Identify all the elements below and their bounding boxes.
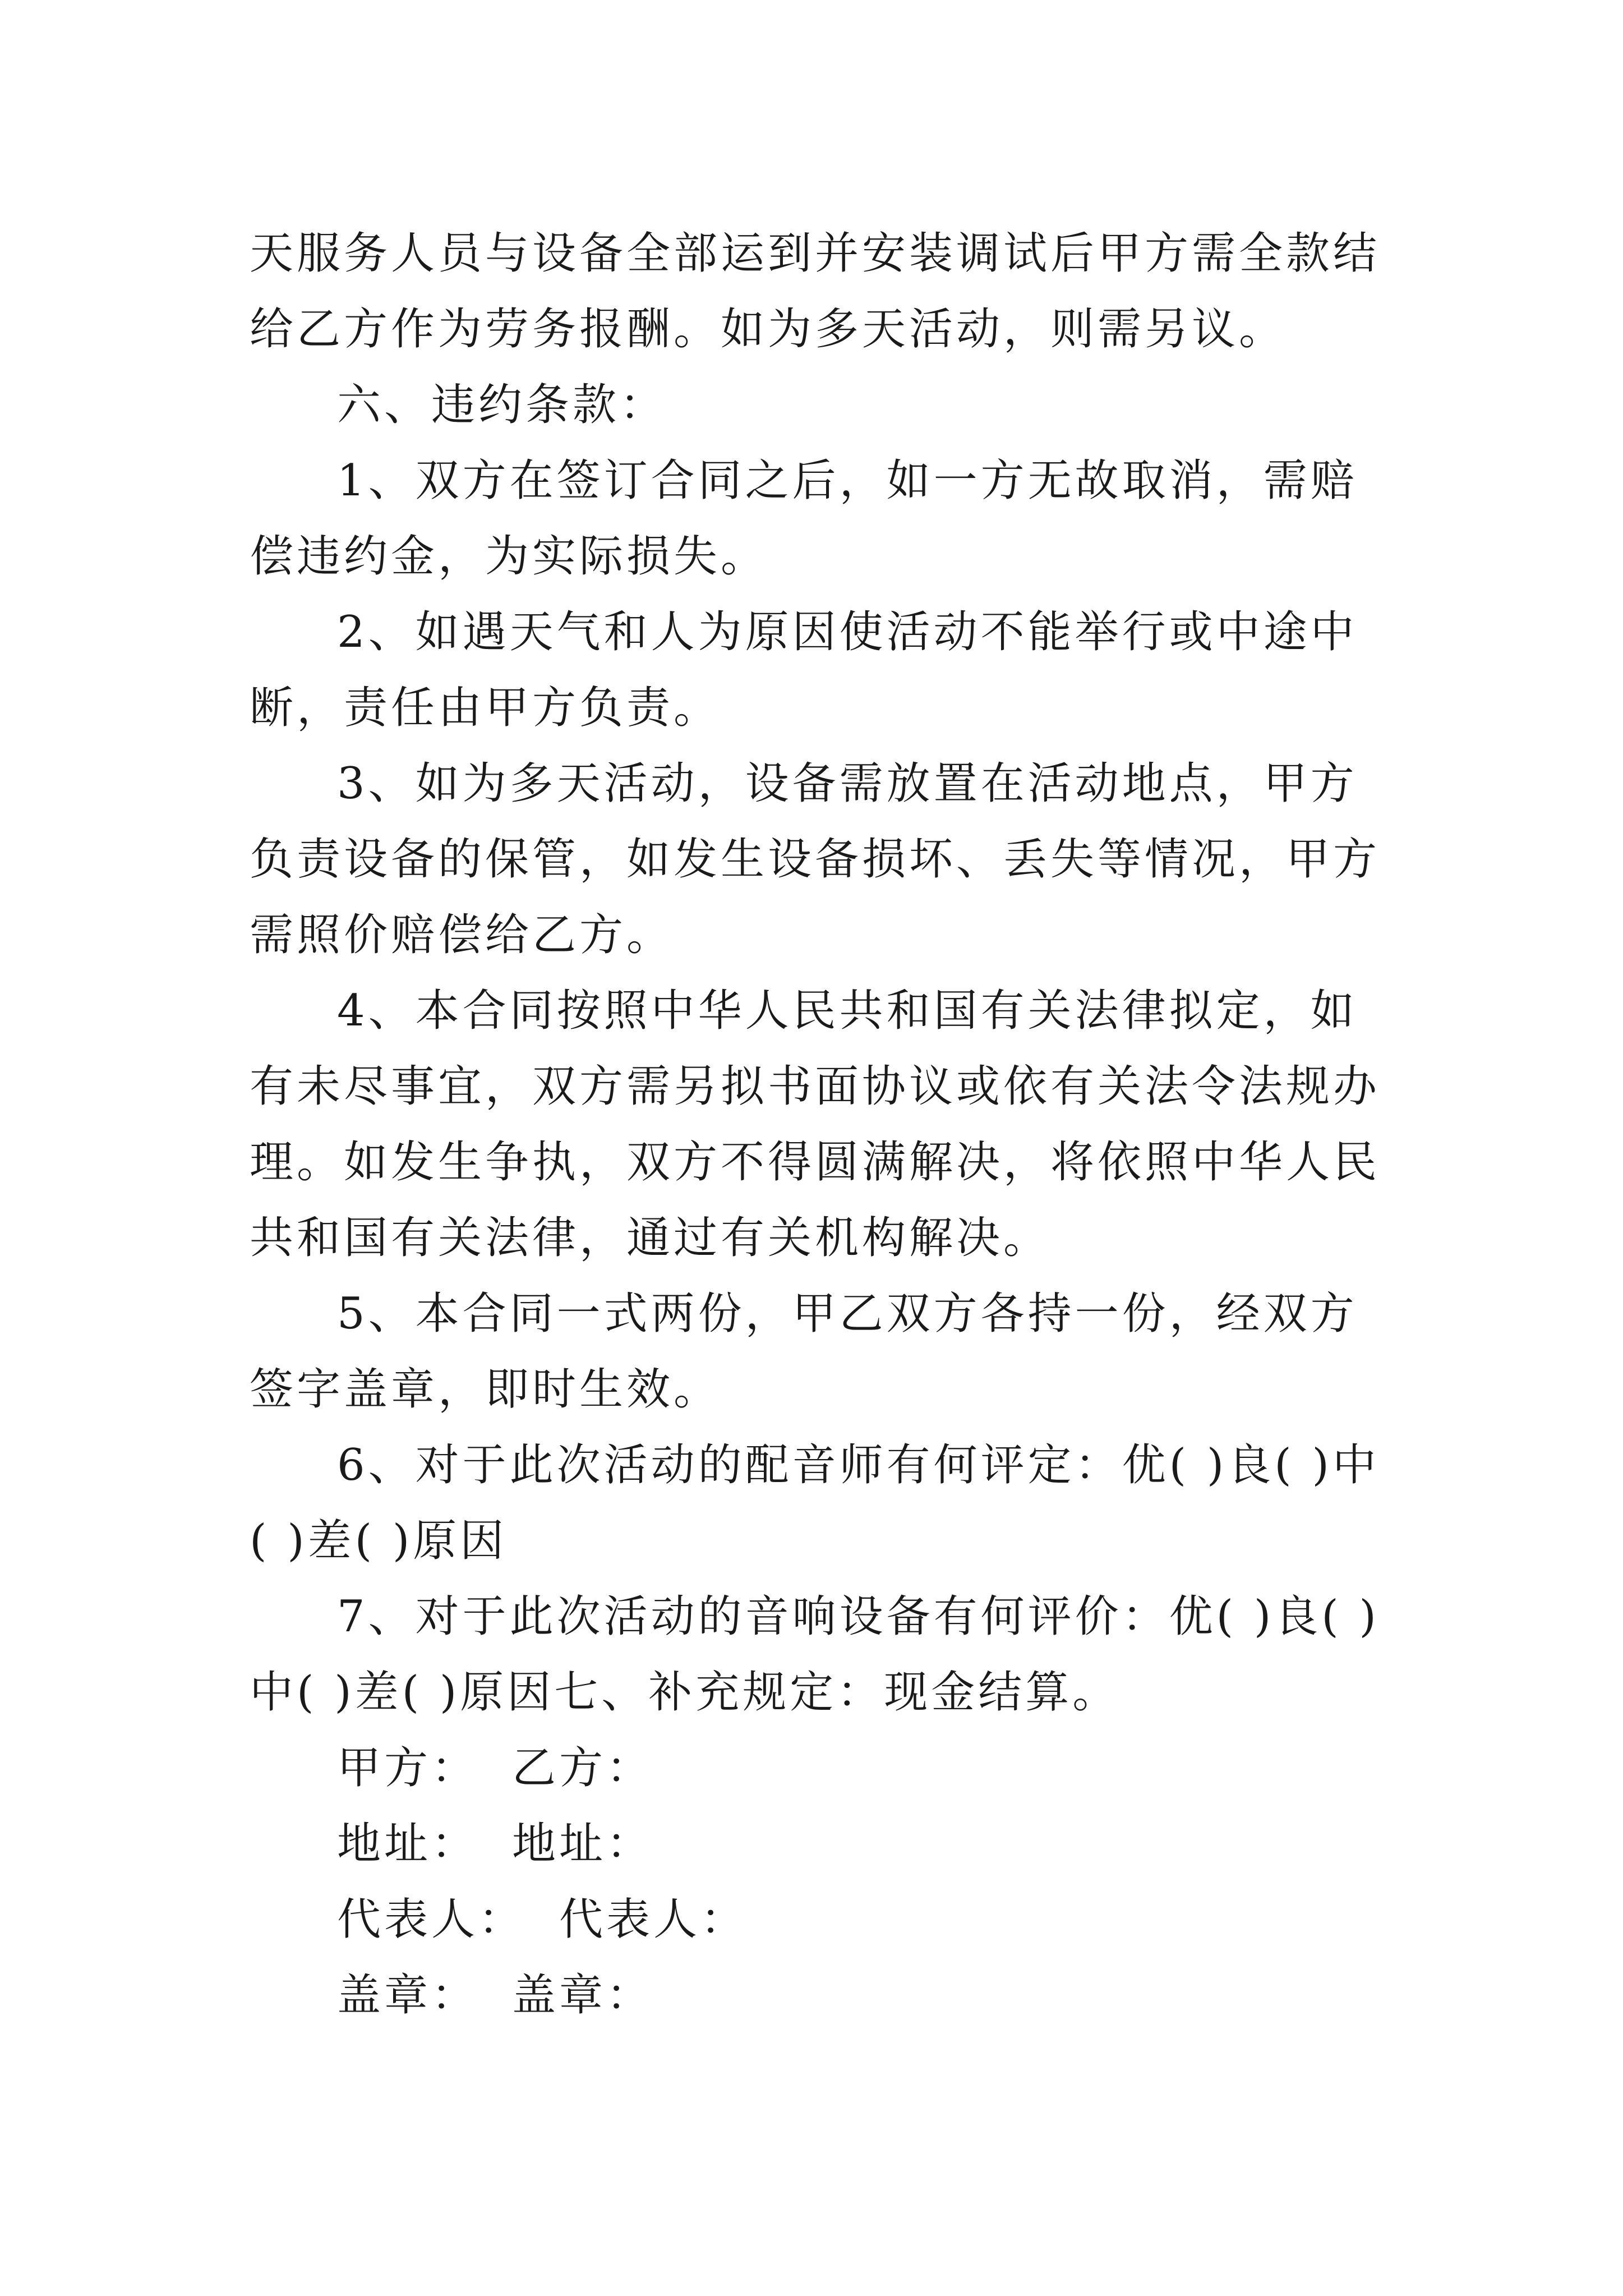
clause-1: 1、双方在签订合同之后，如一方无故取消，需赔偿违约金，为实际损失。: [250, 455, 1358, 582]
party-a-label: 甲方：: [337, 1743, 479, 1793]
clause-2: 2、如遇天气和人为原因使活动不能举行或中途中断，责任由甲方负责。: [250, 607, 1358, 733]
party-b-label: 乙方：: [512, 1743, 654, 1793]
signature-seal-line: [250, 1958, 1388, 2033]
signature-address-line: [250, 1806, 1388, 1882]
seal-a-label: 盖章：: [337, 1970, 479, 2021]
address-a-label: 地址：: [337, 1819, 479, 1869]
section-heading-breach: 六、违约条款：: [337, 380, 667, 430]
clause-5: 5、本合同一式两份，甲乙双方各持一份，经双方签字盖章，即时生效。: [250, 1289, 1358, 1415]
clause-6: 6、对于此次活动的配音师有何评定：优( )良( )中( )差( )原因: [250, 1440, 1380, 1566]
signature-representative-line: [250, 1882, 1388, 1958]
address-b-label: 地址：: [512, 1819, 654, 1869]
document-body: [250, 216, 1388, 2033]
clause-7: 7、对于此次活动的音响设备有何评价：优( )良( )中( )差( )原因七、补充规定：现金结算。: [250, 1591, 1380, 1718]
representative-b-label: 代表人：: [559, 1894, 748, 1945]
clause-3: 3、如为多天活动，设备需放置在活动地点，甲方负责设备的保管，如发生设备损坏、丢失等情况，甲方需照价赔偿给乙方。: [250, 758, 1381, 960]
representative-a-label: 代表人：: [337, 1894, 526, 1945]
seal-b-label: 盖章：: [512, 1970, 654, 2021]
signature-party-line: [250, 1731, 1388, 1806]
clause-4: 4、本合同按照中华人民共和国有关法律拟定，如有未尽事宜，双方需另拟书面协议或依有关法令法规办理。如发生争执，双方不得圆满解决，将依照中华人民共和国有关法律，通过有关机构解决。: [250, 986, 1381, 1263]
paragraph-payment-terms: 天服务人员与设备全部运到并安装调试后甲方需全款结给乙方作为劳务报酬。如为多天活动，则需另议。: [250, 228, 1381, 355]
